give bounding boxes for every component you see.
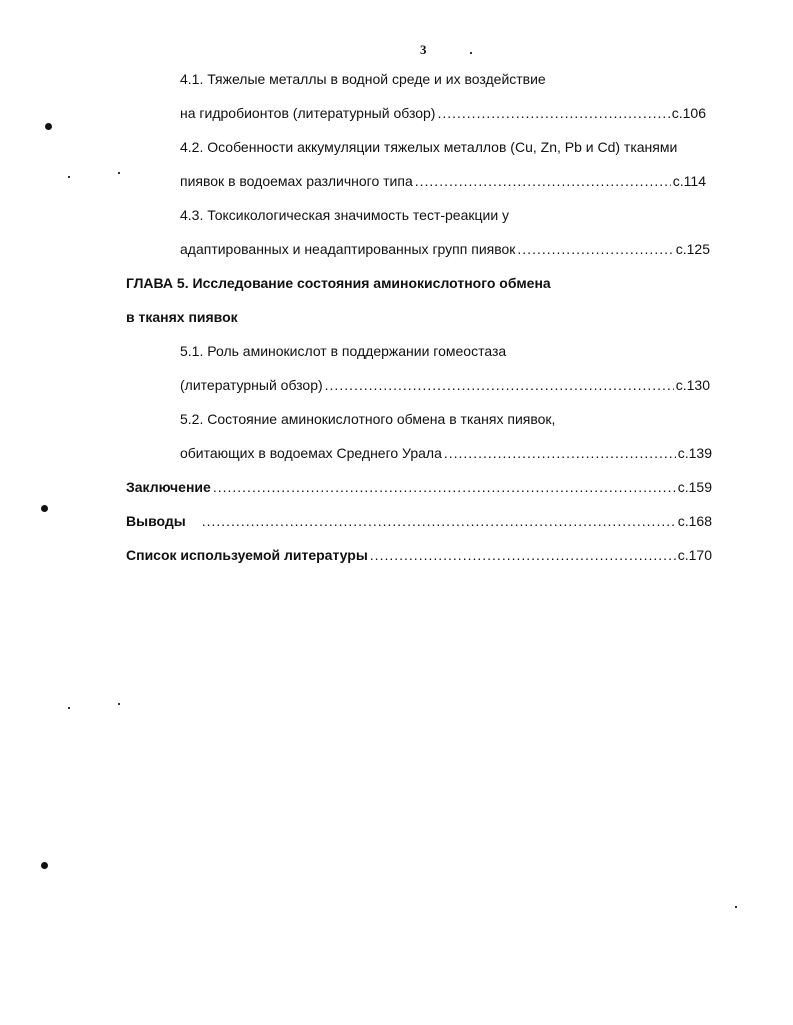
toc-entry-4-1-line2 — [180, 104, 706, 122]
page-number: 3 — [420, 42, 427, 57]
toc-references — [126, 546, 712, 564]
scan-speck — [735, 906, 737, 908]
toc-entry-5-2-text: обитающих в водоемах Среднего Урала — [180, 445, 442, 461]
binder-hole-mark — [41, 862, 48, 869]
toc-conclusion — [126, 478, 712, 496]
binder-hole-mark — [41, 505, 48, 512]
scan-speck — [470, 52, 472, 54]
toc-entry-4-1-line1: 4.1. Тяжелые металлы в водной среде и их воздействие — [180, 71, 546, 87]
dot-leader — [415, 172, 671, 190]
toc-findings — [126, 512, 712, 530]
toc-entry-4-2-line1: 4.2. Особенности аккумуляции тяжелых металлов (Cu, Zn, Pb и Cd) тканями — [180, 139, 678, 155]
toc-entry-5-1-line2 — [180, 376, 710, 394]
toc-entry-4-3-text: адаптированных и неадаптированных групп пиявок — [180, 241, 516, 257]
toc-entry-4-3-page: с.125 — [675, 241, 710, 257]
dot-leader — [444, 444, 676, 462]
binder-hole-mark — [45, 123, 52, 130]
toc-entry-4-3-line1: 4.3. Токсикологическая значимость тест-реакции у — [180, 207, 510, 223]
toc-entry-5-2-page: с.139 — [677, 445, 712, 461]
toc-entry-5-1-page: с.130 — [675, 377, 710, 393]
chapter-5-title-line2: в тканях пиявок — [126, 309, 238, 325]
dot-leader — [517, 240, 673, 258]
toc-conclusion-title: Заключение — [126, 479, 211, 495]
toc-findings-page: с.168 — [677, 513, 712, 529]
scan-speck — [68, 707, 70, 709]
scan-speck — [118, 703, 120, 705]
toc-findings-title: Выводы — [126, 513, 186, 529]
toc-entry-4-2-text: пиявок в водоемах различного типа — [180, 173, 413, 189]
toc-conclusion-page: с.159 — [677, 479, 712, 495]
scan-speck — [68, 176, 70, 178]
dot-leader — [202, 512, 676, 530]
dot-leader — [213, 478, 676, 496]
toc-entry-5-2-line1: 5.2. Состояние аминокислотного обмена в тканях пиявок, — [180, 411, 556, 427]
toc-entry-5-1-line1: 5.1. Роль аминокислот в поддержании гомеостаза — [180, 343, 507, 359]
toc-entry-5-2-line2 — [180, 444, 712, 462]
toc-entry-4-2-page: с.114 — [672, 173, 706, 189]
scan-speck — [118, 172, 120, 174]
dot-leader — [370, 546, 676, 564]
chapter-5-title-line1: ГЛАВА 5. Исследование состояния аминокислотного обмена — [126, 275, 551, 291]
toc-references-page: с.170 — [677, 547, 712, 563]
toc-entry-4-3-line2 — [180, 240, 710, 258]
dot-leader — [325, 376, 674, 394]
toc-references-title: Список используемой литературы — [126, 547, 368, 563]
toc-entry-5-1-text: (литературный обзор) — [180, 377, 323, 393]
dot-leader — [437, 104, 669, 122]
toc-entry-4-1-page: с.106 — [671, 105, 706, 121]
toc-entry-4-2-line2 — [180, 172, 706, 190]
toc-entry-4-1-text: на гидробионтов (литературный обзор) — [180, 105, 436, 121]
